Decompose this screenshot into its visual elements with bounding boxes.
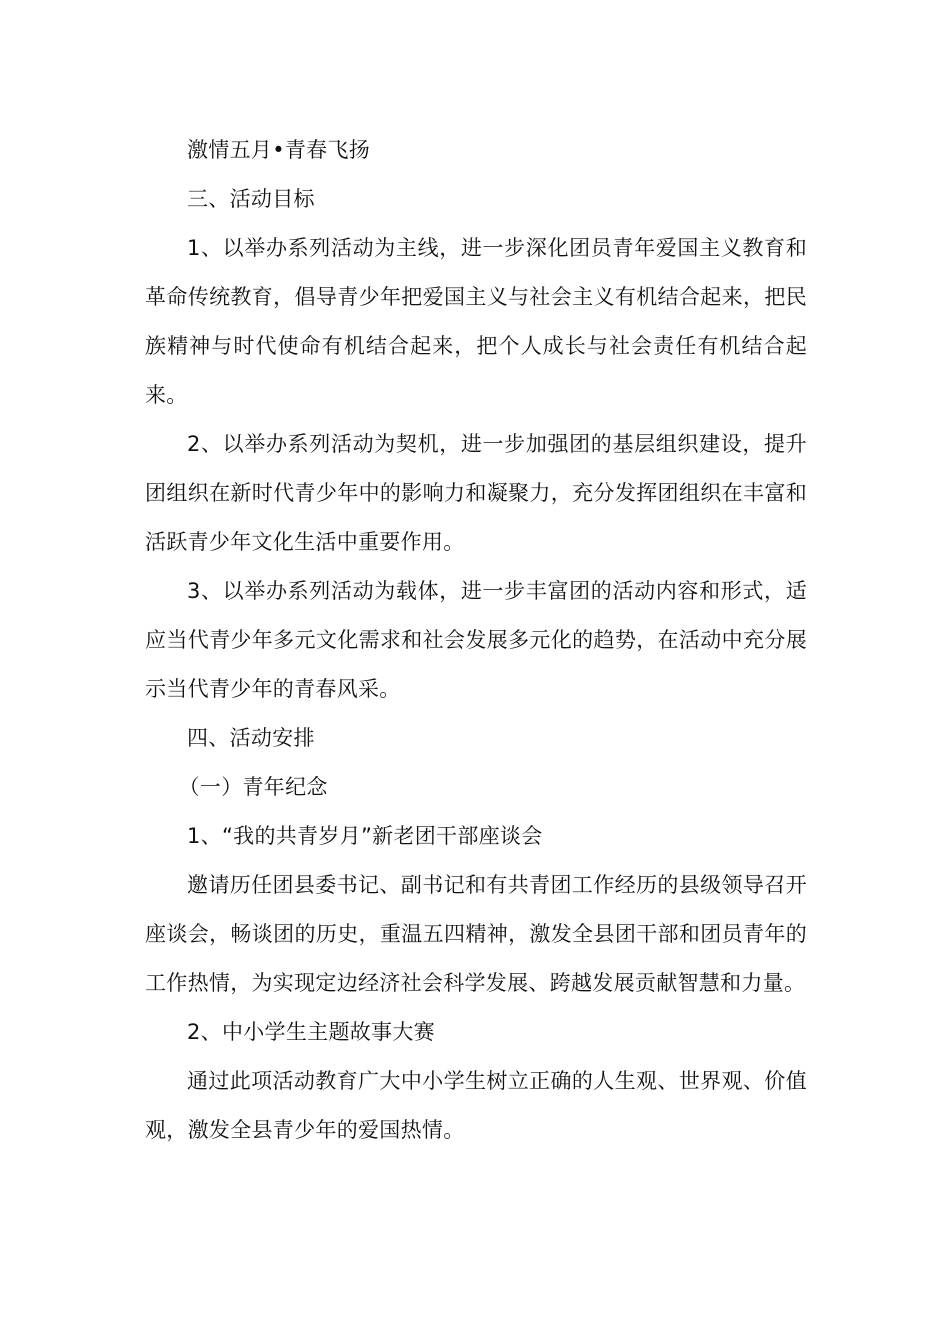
paragraph-item-2: 通过此项活动教育广大中小学生树立正确的人生观、世界观、价值观，激发全县青少年的爱国热情。 [145,1069,807,1142]
paragraph-item-1: 邀请历任团县委书记、副书记和有共青团工作经历的县级领导召开座谈会，畅谈团的历史，重温五四精神，激发全县团干部和团员青年的工作热情，为实现定边经济社会科学发展、跨越发展贡献智慧和力量。 [145,873,807,995]
heading-activity-goals: 三、活动目标 [187,187,315,211]
paragraph-goal-2: 2、以举办系列活动为契机，进一步加强团的基层组织建设，提升团组织在新时代青少年中的影响力和凝聚力，充分发挥团组织在丰富和活跃青少年文化生活中重要作用。 [145,432,807,554]
heading-activity-arrangement: 四、活动安排 [187,726,315,750]
heading-youth-commemoration: （一）青年纪念 [178,775,328,799]
heading-item-1: 1、“我的共青岁月”新老团干部座谈会 [187,824,543,848]
paragraph-theme: 激情五月•青春飞扬 [187,138,371,162]
document-body [145,126,807,1155]
paragraph-goal-3: 3、以举办系列活动为载体，进一步丰富团的活动内容和形式，适应当代青少年多元文化需求和社会发展多元化的趋势，在活动中充分展示当代青少年的青春风采。 [145,579,807,701]
paragraph-goal-1: 1、以举办系列活动为主线，进一步深化团员青年爱国主义教育和革命传统教育，倡导青少年把爱国主义与社会主义有机结合起来，把民族精神与时代使命有机结合起来，把个人成长与社会责任有机结合起来。 [145,236,807,407]
heading-item-2: 2、中小学生主题故事大赛 [187,1020,435,1044]
